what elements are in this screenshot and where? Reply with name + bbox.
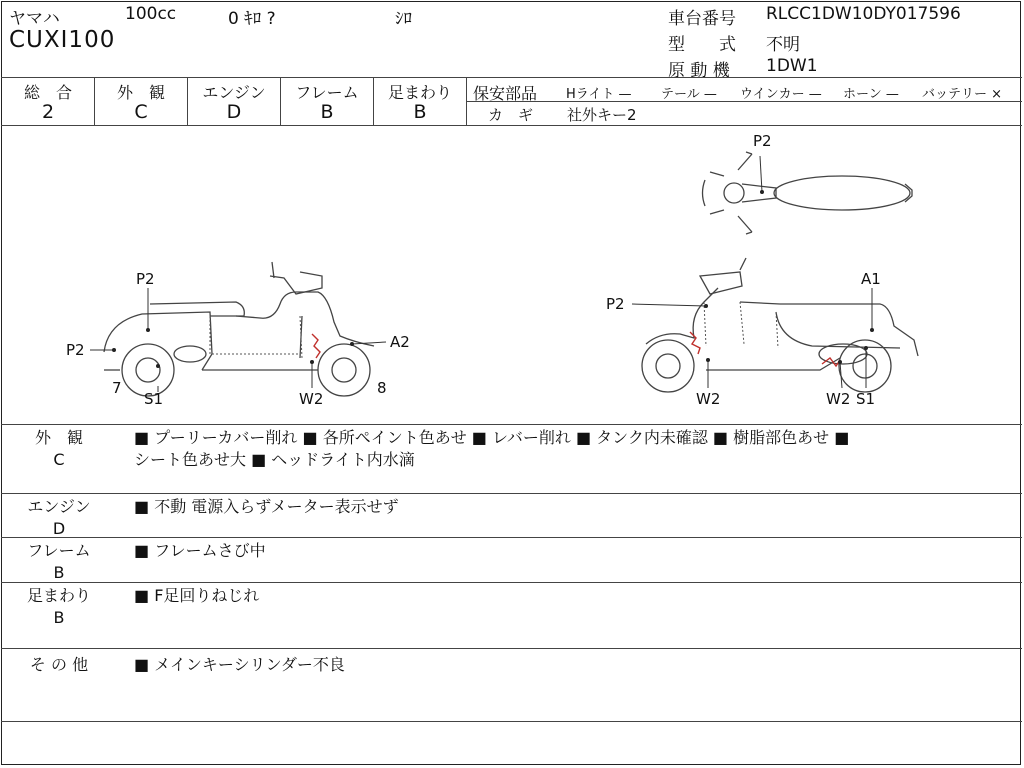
label-left-a2: A2 — [390, 333, 410, 351]
divider — [1, 582, 1022, 583]
part-battery: バッテリー × — [922, 87, 1003, 102]
scratch-mark-right — [690, 332, 700, 354]
cond-suspension-text: ■ F足回りねじれ — [134, 586, 260, 605]
grade-total-value: 2 — [41, 101, 55, 123]
part-taillight: テール — — [661, 87, 717, 102]
label-left-p2-upper: P2 — [136, 270, 155, 288]
cond-frame-text: ■ フレームさび中 — [134, 541, 266, 560]
grade-engine-label: エンジン — [202, 83, 266, 102]
divider — [1, 537, 1022, 538]
grade-suspension-value: B — [413, 101, 427, 123]
divider — [1, 721, 1022, 722]
maker: ヤマハ — [9, 9, 60, 29]
part-horn: ホーン — — [843, 87, 899, 102]
scooter-damage-diagram — [0, 126, 1022, 424]
cond-suspension-label: 足まわり B — [26, 586, 91, 627]
label-left-s1: S1 — [144, 390, 164, 408]
label-right-s1: S1 — [856, 390, 876, 408]
key-label: カ ギ — [488, 106, 534, 124]
grade-frame-label: フレーム — [295, 83, 359, 102]
label-top-p2: P2 — [753, 132, 772, 150]
cond-exterior-label: 外 観 C — [34, 428, 83, 469]
cond-other-label: そ の 他 — [29, 655, 89, 674]
frame-no-label: 車台番号 — [668, 9, 736, 29]
divider — [1, 648, 1022, 649]
grade-suspension-label: 足まわり — [387, 83, 452, 102]
label-left-w2: W2 — [299, 390, 324, 408]
grade-engine-value: D — [226, 101, 242, 123]
grade-total-label: 総 合 — [23, 83, 72, 102]
label-right-w2: W2 — [696, 390, 721, 408]
engine-value: 1DW1 — [766, 56, 818, 76]
color: ｼﾛ — [395, 9, 412, 29]
label-right-a1: A1 — [861, 270, 881, 288]
model-name: CUXI100 — [9, 27, 116, 53]
mileage: 0 ｷﾛ ? — [228, 9, 276, 29]
cond-engine-label: エンジン D — [27, 497, 91, 538]
cond-exterior-text: ■ プーリーカバー削れ ■ 各所ペイント色あせ ■ レバー削れ ■ タンク内未確認 ■ 樹脂部色あせ ■ シート色あせ大 ■ ヘッドライト内水滴 — [134, 428, 850, 469]
scratch-mark-left — [312, 334, 320, 358]
part-headlight: Hライト — — [566, 87, 632, 102]
cond-engine-text: ■ 不動 電源入らずメーター表示せず — [134, 497, 399, 516]
grade-exterior-value: C — [134, 101, 148, 123]
label-left-8: 8 — [377, 379, 387, 397]
type-value: 不明 — [766, 35, 800, 55]
divider — [1, 424, 1022, 425]
cond-frame-label: フレーム B — [27, 541, 91, 582]
label-left-p2-rear: P2 — [66, 341, 85, 359]
label-right-w2-rear: W2 — [826, 390, 851, 408]
cond-other-text: ■ メインキーシリンダー不良 — [134, 655, 345, 674]
divider — [1, 77, 1022, 78]
key-value: 社外キー2 — [567, 106, 637, 124]
displacement: 100cc — [125, 4, 177, 24]
part-winker: ウインカー — — [740, 87, 822, 102]
safety-parts-label: 保安部品 — [473, 84, 538, 103]
type-label: 型 式 — [668, 35, 736, 55]
grade-exterior-label: 外 観 — [116, 83, 165, 102]
engine-label: 原 動 機 — [668, 61, 730, 81]
frame-no: RLCC1DW10DY017596 — [766, 4, 961, 24]
label-right-p2: P2 — [606, 295, 625, 313]
divider — [1, 493, 1022, 494]
label-left-7: 7 — [112, 379, 122, 397]
top-view-scooter — [703, 152, 913, 234]
grade-frame-value: B — [320, 101, 334, 123]
